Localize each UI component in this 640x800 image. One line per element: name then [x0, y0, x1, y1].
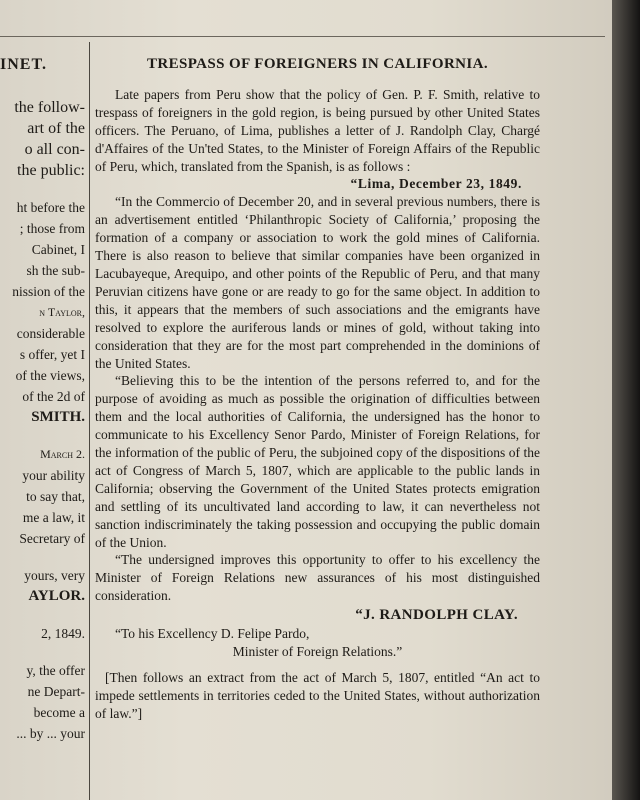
left-column-line: SMITH.	[31, 409, 85, 425]
left-column-line: ; those from	[19, 221, 85, 236]
letter-dateline: “Lima, December 23, 1849.	[350, 176, 522, 192]
column-divider	[89, 42, 90, 800]
letter-paragraph-1: “In the Commercio of December 20, and in several previous numbers, there is an advertisement entitled ‘Philanthropic Society of California,’ proposing the formation of a company or association to work the gold mines of California. There is also reason to believe that similar companies have been organized in Lacubayeque, Arequipo, and other points of the Republic of Peru, and that many Peruvian citizens have gone or are ready to go for the same object. In addition to this, it appears that the members of such associations and the emigrants have resolved to explore the auriferous lands or mines of gold, without taking into consideration that they are for the most part comprehended in the dominions of the United States.	[95, 194, 540, 371]
left-column-line: AYLOR.	[28, 588, 85, 604]
left-column-line: to say that,	[26, 489, 85, 504]
top-rule	[0, 36, 605, 37]
left-column-header: INET.	[0, 56, 47, 73]
left-column	[0, 50, 87, 800]
left-column-line: of the 2d of	[22, 389, 85, 404]
page-shadow-edge	[612, 0, 640, 800]
left-column-lines	[0, 97, 87, 744]
letter-addressee-title: Minister of Foreign Relations.”	[232, 644, 403, 659]
left-column-line: 2, 1849.	[41, 626, 85, 641]
letter-addressee: “To his Excellency D. Felipe Pardo,	[115, 626, 310, 642]
left-column-line: become a	[33, 705, 85, 720]
left-column-line: the follow-	[14, 99, 85, 116]
left-column-line: yours, very	[24, 568, 85, 583]
left-column-line: Cabinet, I	[31, 242, 85, 257]
left-column-line: o all con-	[24, 141, 85, 158]
left-column-line	[0, 428, 87, 444]
editorial-note: [Then follows an extract from the act of March 5, 1807, entitled “An act to impede settlements in territories ceded to the United States, without authorization of law.”]	[95, 669, 540, 721]
left-column-line: ne Depart-	[27, 684, 85, 699]
left-column-line: me a law, it	[22, 510, 85, 525]
left-column-line: Secretary of	[19, 531, 85, 546]
left-column-line	[0, 607, 87, 623]
left-column-line: the public:	[17, 162, 85, 179]
left-column-line: y, the offer	[26, 663, 85, 678]
article-title: TRESPASS OF FOREIGNERS IN CALIFORNIA.	[146, 56, 489, 72]
article	[95, 52, 540, 723]
left-column-line: ht before the	[16, 200, 85, 215]
letter-paragraph-2: “Believing this to be the intention of the persons referred to, and for the purpose of avoiding as much as possible the origination of difficulties between them and the local authorities of California, the undersigned has the honor to communicate to his Excellency Senor Pardo, Minister of Foreign Relations, for the information of the public of Peru, the subjoined copy of the dispositions of the act of Congress of March 5, 1807, which are applicable to the public lands in California; observing the Government of the United States protects emigration and settling of its uncultivated land according to law, it can nevertheless not sanction indiscriminately the taking possession and occupying the public domain of the Union.	[95, 373, 540, 550]
article-intro: Late papers from Peru show that the policy of Gen. P. F. Smith, relative to trespass of foreigners in the gold region, is being pursued by other United States officers. The Peruano, of Lima, publishes a letter of J. Randolph Clay, Chargé d'Affaires of the Un'ted States, to the Minister of Foreign Affairs of the Republic of Peru, which, translated from the Spanish, is as follows :	[95, 86, 540, 174]
left-column-line: March 2.	[40, 447, 85, 461]
left-column-line: s offer, yet I	[19, 347, 85, 362]
left-column-line: of the views,	[15, 368, 85, 383]
left-column-line: n Taylor,	[39, 305, 85, 319]
left-column-line: sh the sub-	[26, 263, 85, 278]
left-column-line	[0, 181, 87, 197]
left-column-line: considerable	[16, 326, 85, 341]
letter-signature: “J. RANDOLPH CLAY.	[355, 607, 518, 624]
left-column-line: art of the	[27, 120, 85, 137]
left-column-line	[0, 549, 87, 565]
letter-paragraph-3: “The undersigned improves this opportunity to offer to his excellency the Minister of Foreign Relations new assurances of his most distinguished consideration.	[95, 552, 540, 604]
left-column-line: nission of the	[12, 284, 85, 299]
left-column-line: ... by ... your	[16, 726, 85, 741]
left-column-line	[0, 644, 87, 660]
left-column-line: your ability	[22, 468, 85, 483]
